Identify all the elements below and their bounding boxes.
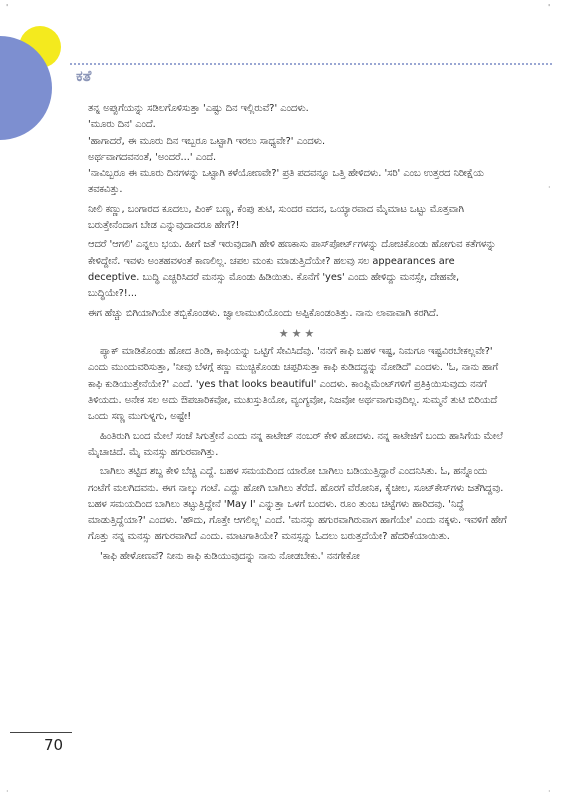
paragraph: 'ನಾವಿಬ್ಬರೂ ಈ ಮೂರು ದಿನಗಳನ್ನು ಒಟ್ಟಾಗಿ ಕಳೆಯೋಣವೇ?' ಪ್ರತಿ ಪದವನ್ನೂ ಒತ್ತಿ ಹೇಳಿದಳು. 'ಸರಿ' ಎಂಬ ಉತ್ತರದ ನಿರೀಕ್ಷೆಯ ತವಕವಿತ್ತು.: [88, 168, 484, 196]
footer-rule: [10, 732, 72, 733]
paragraph: 'ಮೂರು ದಿನ' ಎಂದೆ.: [88, 119, 156, 131]
paragraph: 'ಕಾಫಿ ಹೇಳೋಣವೆ? ನೀನು ಕಾಫಿ ಕುಡಿಯುವುದನ್ನು ನಾನು ನೋಡಬೇಕು.' ನನಗೇಕೋ: [100, 550, 360, 562]
paragraph: ಹಿಂತಿರುಗಿ ಬಂದ ಮೇಲೆ ಸಂಜೆ ಸಿಗುತ್ತೇನೆ ಎಂದು ನನ್ನ ಕಾಟೇಜ್ ನಂಬರ್ ಕೇಳಿ ಹೋದಳು. ನನ್ನ ಕಾಟೇಜಿಗೆ ಬಂದು ಹಾಸಿಗೆಯ ಮೇಲೆ ಮೈಚಾಚಿದೆ. ಮೈ ಮನಸ್ಸು ಹಗುರವಾಗಿತ್ತು.: [88, 430, 503, 458]
paragraph: ತನ್ನ ಅಪ್ಪುಗೆಯನ್ನು ಸಡಿಲಗೊಳಿಸುತ್ತಾ 'ಎಷ್ಟು ದಿನ ಇಲ್ಲಿರುವೆ?' ಎಂದಳು.: [88, 103, 309, 114]
crop-mark-right-upper: ·: [548, 183, 551, 192]
story-text: [88, 101, 508, 565]
section-title: ಕತೆ: [76, 67, 92, 85]
crop-mark-top-left: ': [6, 3, 9, 12]
paragraph: ನೀಲಿ ಕಣ್ಣು, ಬಂಗಾರದ ಕೂದಲು, ಪಿಂಕ್ ಬಣ್ಣ, ಕೆಂಪು ತುಟಿ, ಸುಂದರ ವದನ, ಒಯ್ಯಾರವಾದ ಮೈಮಾಟ ಒಟ್ಟು ಮೊತ್ತವಾಗಿ ಬರುತ್ತೇನೆಂದಾಗ ಬೇಡ ಎನ್ನುವುದಾದರೂ ಹೇಗೆ?!: [88, 203, 464, 232]
paragraph: 'ಹಾಗಾದರೆ, ಈ ಮೂರು ದಿನ ಇಬ್ಬರೂ ಒಟ್ಟಾಗಿ ಇರಲು ಸಾಧ್ಯವೇ?' ಎಂದಳು.: [88, 135, 326, 147]
page-number: 70: [44, 736, 64, 754]
paragraph: ಈಗ ಹೆಚ್ಚು ಬಿಗಿಯಾಗಿಯೇ ತಬ್ಬಿಕೊಂಡಳು. ಜ್ವಾಲಾಮುಖಿಯೊಂದು ಅಪ್ಪಿಕೊಂಡಂತಿತ್ತು. ನಾನು ಲಾವಾವಾಗಿ ಕರಗಿದೆ.: [88, 307, 439, 319]
header-dotted-rule: [70, 63, 552, 65]
crop-mark-top-right: ': [548, 3, 551, 12]
crop-mark-bottom-left: ·: [6, 787, 9, 796]
paragraph: ಅರ್ಥವಾಗದವನಂತೆ, 'ಅಂದರೆ...' ಎಂದೆ.: [88, 151, 217, 163]
paragraph: ಬಾಗಿಲು ತಟ್ಟಿದ ಶಬ್ದ ಕೇಳಿ ಬೆಚ್ಚಿ ಎದ್ದೆ. ಬಹಳ ಸಮಯದಿಂದ ಯಾರೋ ಬಾಗಿಲು ಬಡಿಯುತ್ತಿದ್ದಾರೆ ಎಂದನಿಸಿತು. ಓ, ಹನ್ನೊಂದು ಗಂಟೆಗೆ ಮಲಗಿದವನು. ಈಗ ನಾಲ್ಕು ಗಂಟೆ. ಎದ್ದು ಹೋಗಿ ಬಾಗಿಲು ತೆರೆದೆ. ಹೊರಗೆ ವೆರೋನಿಕ, ಕೈಚೀಲ, ಸೂಟ್‌ಕೇಸ್‌ಗಳು ಜತೆಗಿದ್ದವು. ಬಹಳ ಸಮಯದಿಂದ ಬಾಗಿಲು ತಟ್ಟುತ್ತಿದ್ದೇನೆ 'May I' ಎನ್ನುತ್ತಾ ಒಳಗೆ ಬಂದಳು. ರೂಂ ತುಂಬ ಚಿಟ್ಟೆಗಳು ಹಾರಿದವು. 'ನಿದ್ದೆ ಮಾಡುತ್ತಿದ್ದೆಯಾ?' ಎಂದಳು. 'ಹೌದು, ಗೊತ್ತೇ ಆಗಲಿಲ್ಲ' ಎಂದೆ. 'ಮನಸ್ಸು ಹಗುರವಾಗಿರುವಾಗ ಹಾಗೆಯೇ' ಎಂದು ನಕ್ಕಳು. ಇವಳಿಗೆ ಹೇಗೆ ಗೊತ್ತು ನನ್ನ ಮನಸ್ಸು ಹಗುರವಾಗಿದೆ ಎಂದು. ಮಾಟಗಾತಿಯೇ? ಮನಸ್ಸನ್ನು ಓದಲು ಬರುತ್ತದೆಯೇ? ಹೆದರಿಕೆಯಾಯಿತು.: [88, 466, 507, 543]
section-separator: ★★★: [278, 326, 318, 340]
paragraph: ಆದರೆ 'ಆಗಲಿ' ಎನ್ನಲು ಭಯ. ಹೀಗೆ ಜತೆ ಇರುವುದಾಗಿ ಹೇಳಿ ಹಣಕಾಸು ಪಾಸ್‌ಪೋರ್ಟ್‌ಗಳನ್ನು ದೋಚಿಕೊಂಡು ಹೋಗುವ ಕತೆಗಳನ್ನು ಕೇಳಿದ್ದೇನೆ. ಇವಳು ಅಂತಹವಳಂತೆ ಕಾಣಲಿಲ್ಲ. ಚಪಲ ಮಂಕು ಮಾಡುತ್ತಿದೆಯೇ? ಹಲವು ಸಲ appearances are deceptive. ಬುದ್ಧಿ ಎಚ್ಚರಿಸಿದರೆ ಮನಸ್ಸು ಮೊಂಡು ಹಿಡಿಯಿತು. ಕೊನೆಗೆ 'yes' ಎಂದು ಹೇಳಿದ್ದು ಮನಸ್ಸೇ, ದೇಹವೇ, ಬುದ್ಧಿಯೇ?!...: [88, 239, 497, 300]
crop-mark-bottom-right: ·: [548, 787, 551, 796]
paragraph: ಪ್ಯಾಕ್ ಮಾಡಿಕೊಂಡು ಹೋದ ತಿಂಡಿ, ಕಾಫಿಯನ್ನು ಒಟ್ಟಿಗೆ ಸೇವಿಸಿದೆವು. 'ನನಗೆ ಕಾಫಿ ಬಹಳ ಇಷ್ಟ, ನಿಮಗೂ ಇಷ್ಟವಿರಬೇಕಲ್ಲವೇ?' ಎಂದು ಮುಂದುವರಿಸುತ್ತಾ, 'ನೀವು ಬೆಳಗ್ಗೆ ಕಣ್ಣು ಮುಚ್ಚಿಕೊಂಡು ಚಪ್ಪರಿಸುತ್ತಾ ಕಾಫಿ ಕುಡಿದದ್ದನ್ನು ನೋಡಿದೆ' ಎಂದಳು. 'ಓ, ನಾನು ಹಾಗೆ ಕಾಫಿ ಕುಡಿಯುತ್ತೇನೆಯೇ?' ಎಂದೆ. 'yes that looks beautiful' ಎಂದಳು. ಕಾಂಪ್ಲಿಮೆಂಟ್‌ಗಳಿಗೆ ಪ್ರತಿಕ್ರಿಯಿಸುವುದು ನನಗೆ ತಿಳಿಯದು. ಅನೇಕ ಸಲ ಅದು ಔಪಚಾರಿಕವೋ, ಮುಖಸ್ತುತಿಯೋ, ವ್ಯಂಗ್ಯವೋ, ನಿಜವೋ ಅರ್ಥವಾಗುವುದಿಲ್ಲ. ಸುಮ್ಮನೆ ತುಟಿ ಬಿರಿಯದೆ ಒಂದು ಸಣ್ಣ ಮುಗುಳ್ನಗು, ಅಷ್ಟೇ!: [88, 346, 499, 423]
